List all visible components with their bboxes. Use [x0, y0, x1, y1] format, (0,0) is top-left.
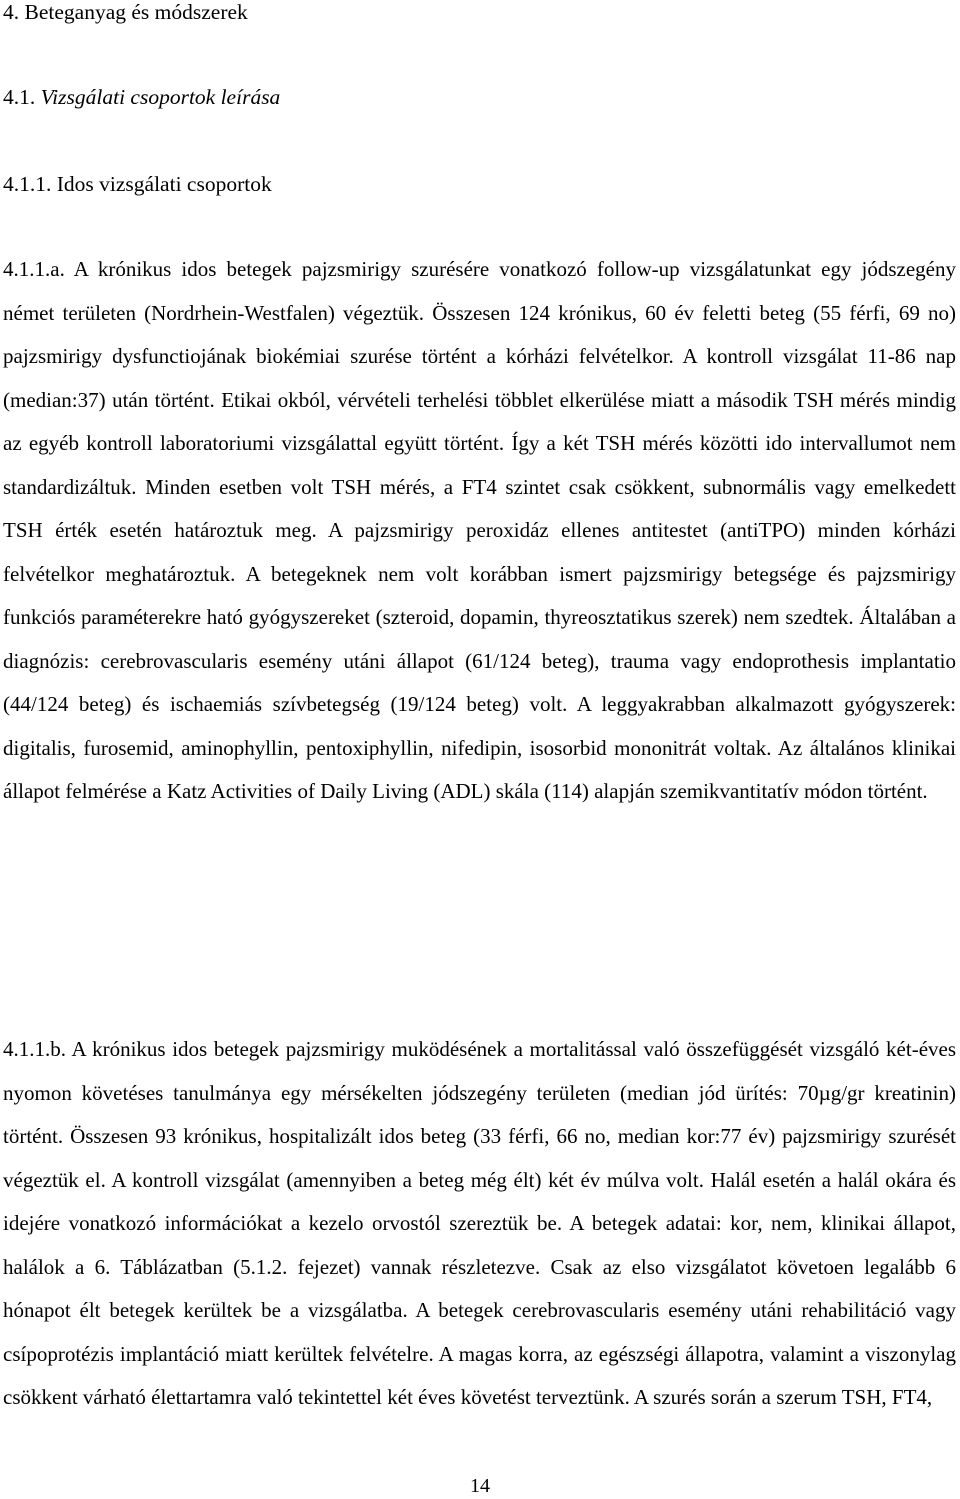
paragraph-4-1-1-a: [3, 248, 956, 814]
section-heading: 4. Beteganyag és módszerek: [3, 0, 248, 24]
subsection-title: Vizsgálati csoportok leírása: [40, 85, 281, 109]
paragraph-4-1-1-b: [3, 1028, 956, 1420]
subsection-number: 4.1.: [3, 85, 36, 109]
paragraph-text: A krónikus idos betegek pajzsmirigy muködésének a mortalitással való összefüggését vizsgáló két-éves nyomon követéses tanulmánya egy mérsékelten jódszegény területen (median jód ürítés: 70µg/gr kreatinin) történt. Összesen 93 krónikus, hospitalizált idos beteg (33 férfi, 66 no, median kor:77 év) pajzsmirigy szurését végeztük el. A kontroll vizsgálat (amennyiben a beteg még élt) két év múlva volt. Halál esetén a halál okára és idejére vonatkozó információkat a kezelo orvostól szereztük be. A betegek adatai: kor, nem, klinikai állapot, halálok a 6. Táblázatban (5.1.2. fejezet) vannak részletezve. Csak az elso vizsgálatot követoen legalább 6 hónapot élt betegek kerültek be a vizsgálatba. A betegek cerebrovascularis esemény utáni rehabilitáció vagy csípoprotézis implantáció miatt kerültek felvételre. A magas korra, az egészségi állapotra, valamint a viszonylag csökkent várható élettartamra való tekintettel két éves követést terveztünk. A szurés során a szerum TSH, FT4,: [3, 1037, 957, 1409]
page-number: 14: [470, 1475, 490, 1497]
paragraph-label: 4.1.1.a.: [3, 257, 65, 281]
paragraph-label: 4.1.1.b.: [3, 1037, 66, 1061]
subsection-heading: [3, 85, 280, 109]
subsubsection-heading: 4.1.1. Idos vizsgálati csoportok: [3, 172, 272, 196]
paragraph-text: A krónikus idos betegek pajzsmirigy szurésére vonatkozó follow-up vizsgálatunkat egy jódszegény német területen (Nordrhein-Westfalen) végeztük. Összesen 124 krónikus, 60 év feletti beteg (55 férfi, 69 no) pajzsmirigy dysfunctiojának biokémiai szurése történt a kórházi felvételkor. A kontroll vizsgálat 11-86 nap (median:37) után történt. Etikai okból, vérvételi terhelési többlet elkerülése miatt a második TSH mérés mindig az egyéb kontroll laboratoriumi vizsgálattal együtt történt. Így a két TSH mérés közötti ido intervallumot nem standardizáltuk. Minden esetben volt TSH mérés, a FT4 szintet csak csökkent, subnormális vagy emelkedett TSH érték esetén határoztuk meg. A pajzsmirigy peroxidáz ellenes antitestet (antiTPO) minden kórházi felvételkor meghatároztuk. A betegeknek nem volt korábban ismert pajzsmirigy betegsége és pajzsmirigy funkciós paraméterekre ható gyógyszereket (szteroid, dopamin, thyreosztatikus szerek) nem szedtek. Általában a diagnózis: cerebrovascularis esemény utáni állapot (61/124 beteg), trauma vagy endoprothesis implantatio (44/124 beteg) és ischaemiás szívbetegség (19/124 beteg) volt. A leggyakrabban alkalmazott gyógyszerek: digitalis, furosemid, aminophyllin, pentoxiphyllin, nifedipin, isosorbid mononitrát voltak. Az általános klinikai állapot felmérése a Katz Activities of Daily Living (ADL) skála (114) alapján szemikvantitatív módon történt.: [3, 257, 956, 803]
